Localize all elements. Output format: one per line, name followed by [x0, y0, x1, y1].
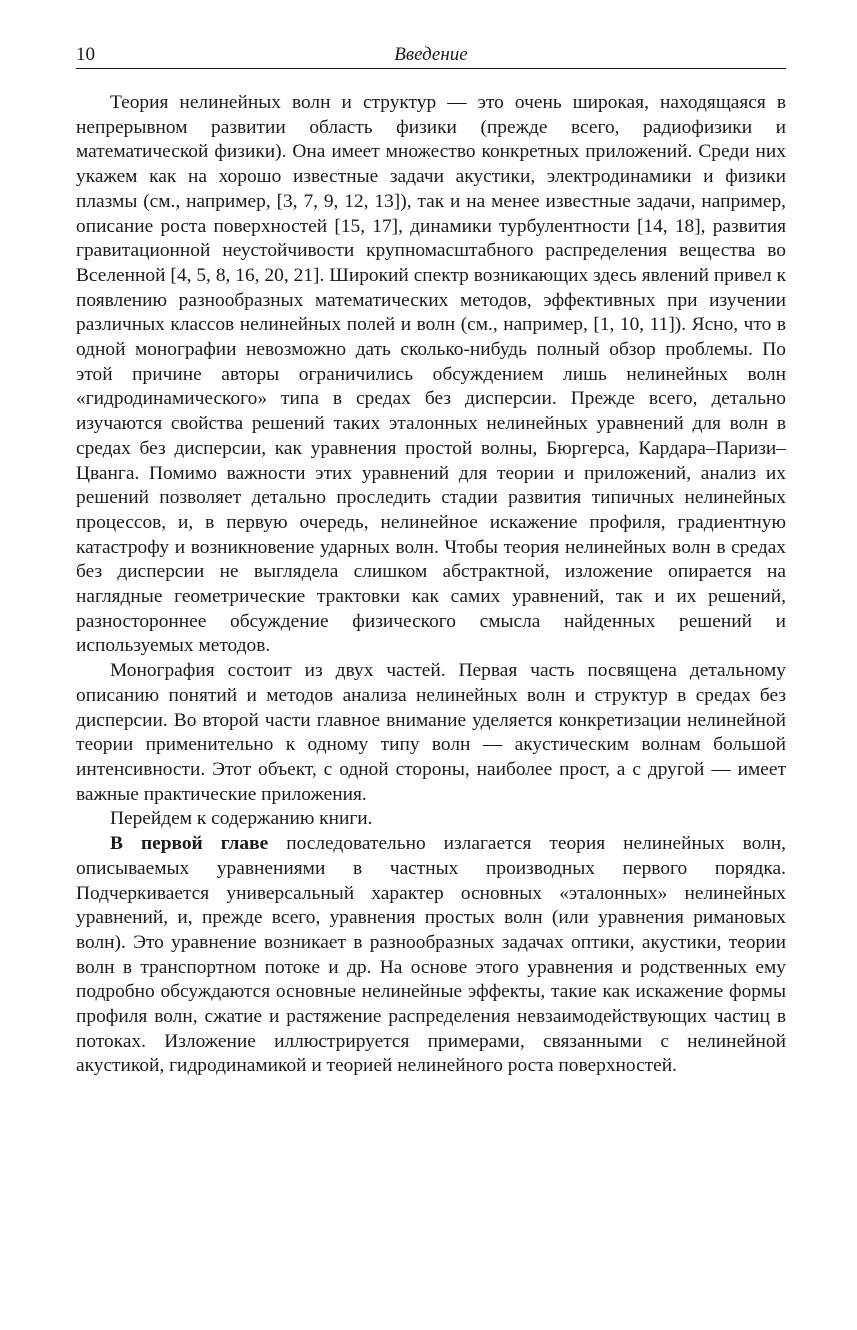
- paragraph-chapter-one: [76, 832, 786, 1079]
- book-page: [76, 42, 786, 1079]
- paragraph-structure: [76, 659, 786, 807]
- paragraph-text: последовательно излагается теория нелинейных волн, описываемых уравнениями в частных производных первого порядка. Подчеркивается универсальный характер основных «эталонных» нелинейных уравнений, и, прежде всего, уравнения простых волн (или уравнения римановых волн). Это уравнение возникает в разнообразных задачах оптики, акустики, теории волн в транспортном потоке и др. На основе этого уравнения и родственных ему подробно обсуждаются основные нелинейные эффекты, такие как искажение формы профиля волн, сжатие и растяжение распределения невзаимодействующих частиц в потоках. Изложение иллюстрируется примерами, связанными с нелинейной акустикой, гидродинамикой и теорией нелинейного роста поверхностей.: [76, 833, 787, 1077]
- paragraph-intro: [76, 91, 786, 659]
- section-title: Введение: [394, 44, 468, 65]
- paragraph-text: Теория нелинейных волн и структур — это очень широкая, находящаяся в непрерывном развитии область физики (прежде всего, радиофизики и математической физики). Она имеет множество конкретных приложений. Среди них укажем как на хорошо известные задачи акустики, электродинамики и физики плазмы (см., например, [3, 7, 9, 12, 13]), так и на менее известные задачи, например, описание роста поверхностей [15, 17], динамики турбулентности [14, 18], развития гравитационной неустойчивости крупномасштабного распределения вещества во Вселенной [4, 5, 8, 16, 20, 21]. Широкий спектр возникающих здесь явлений привел к появлению разнообразных математических методов, эффективных при изучении различных классов нелинейных полей и волн (см., например, [1, 10, 11]). Ясно, что в одной монографии невозможно дать сколько-нибудь полный обзор проблемы. По этой причине авторы ограничились обсуждением лишь нелинейных волн «гидродинамического» типа в средах без дисперсии. Прежде всего, детально изучаются свойства решений таких эталонных нелинейных уравнений для волн в средах без дисперсии, как уравнения простой волны, Бюргерса, Кардара–Паризи–Цванга. Помимо важности этих уравнений для теории и приложений, анализ их решений позволяет детально проследить стадии развития типичных нелинейных процессов, и, в первую очередь, нелинейное искажение профиля, градиентную катастрофу и возникновение ударных волн. Чтобы теория нелинейных волн в средах без дисперсии не выглядела слишком абстрактной, изложение опирается на наглядные геометрические трактовки как самих уравнений, так и их решений, разностороннее обсуждение физического смысла найденных решений и используемых методов.: [76, 92, 786, 657]
- paragraph-text: Перейдем к содержанию книги.: [110, 808, 373, 830]
- paragraph-text: Монография состоит из двух частей. Первая часть посвящена детальному описанию понятий и методов анализа нелинейных волн и структур в средах без дисперсии. Во второй части главное внимание уделяется конкретизации нелинейной теории применительно к одному типу волн — акустическим волнам большой интенсивности. Этот объект, с одной стороны, наиболее прост, а с другой — имеет важные практические приложения.: [76, 660, 786, 805]
- running-head: [76, 42, 786, 69]
- paragraph-transition: [76, 807, 786, 832]
- body-text: [76, 91, 786, 1079]
- page-number: 10: [76, 44, 95, 65]
- chapter-lead: В первой главе: [110, 833, 269, 855]
